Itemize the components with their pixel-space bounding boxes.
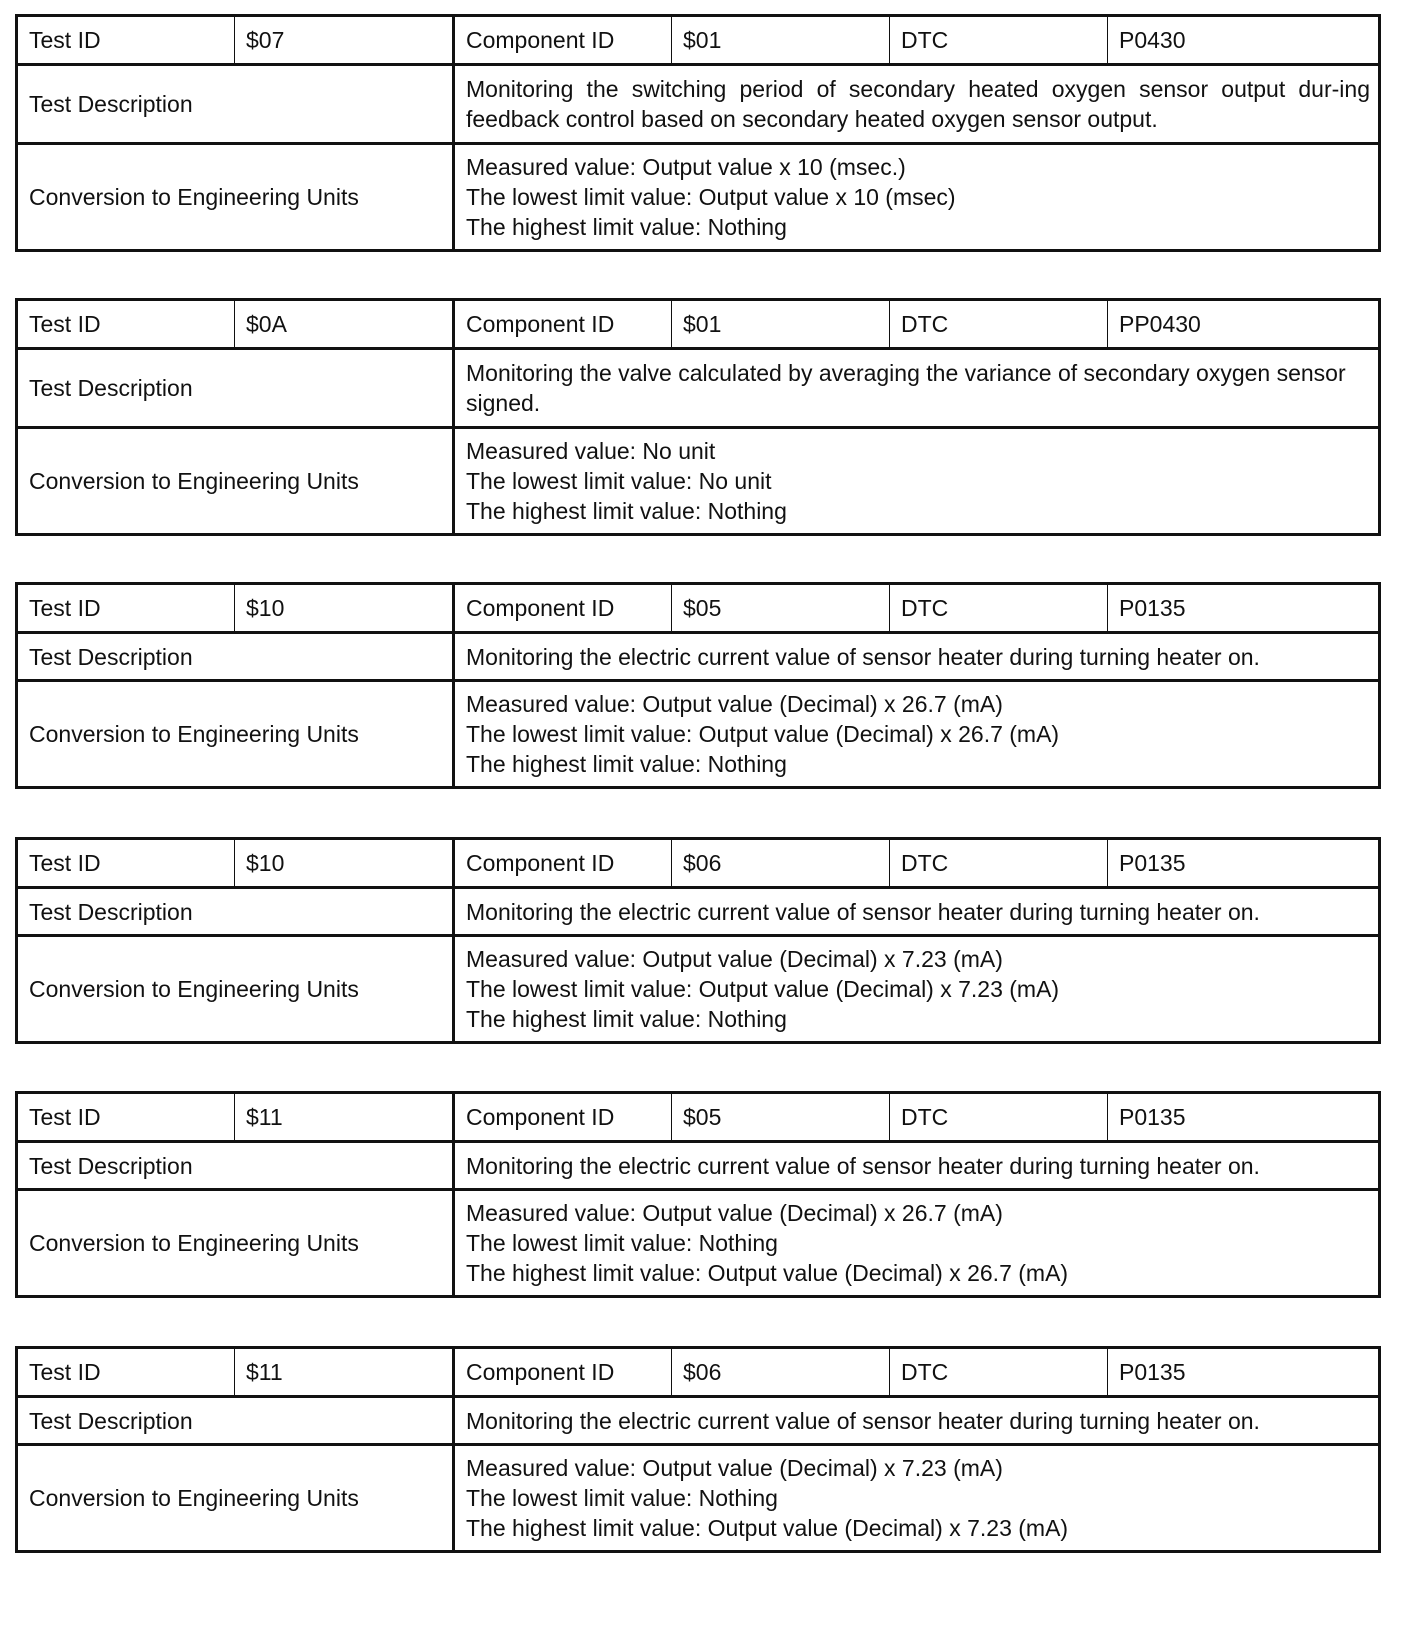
test-description-label: Test Description — [17, 65, 454, 144]
component-id-value: $05 — [672, 584, 890, 633]
dtc-label: DTC — [890, 839, 1108, 888]
test-description-value: Monitoring the electric current value of sensor heater during turning heater on. — [454, 1397, 1380, 1445]
dtc-value: P0135 — [1108, 1093, 1380, 1142]
test-id-label: Test ID — [17, 1093, 235, 1142]
test-id-label: Test ID — [17, 16, 235, 65]
conversion-label: Conversion to Engineering Units — [17, 1190, 454, 1297]
test-description-value: Monitoring the electric current value of sensor heater during turning heater on. — [454, 633, 1380, 681]
lowest-limit-line: The lowest limit value: Nothing — [466, 1485, 778, 1511]
test-id-label: Test ID — [17, 1348, 235, 1397]
lowest-limit-line: The lowest limit value: Output value x 10 (msec) — [466, 184, 956, 210]
test-table — [15, 1346, 1381, 1553]
component-id-label: Component ID — [454, 300, 672, 349]
component-id-label: Component ID — [454, 584, 672, 633]
lowest-limit-line: The lowest limit value: Nothing — [466, 1230, 778, 1256]
test-id-label: Test ID — [17, 584, 235, 633]
highest-limit-line: The highest limit value: Output value (Decimal) x 7.23 (mA) — [466, 1515, 1069, 1541]
conversion-label: Conversion to Engineering Units — [17, 936, 454, 1043]
dtc-label: DTC — [890, 300, 1108, 349]
component-id-label: Component ID — [454, 839, 672, 888]
dtc-label: DTC — [890, 1348, 1108, 1397]
conversion-value — [454, 681, 1380, 788]
test-description-value: Monitoring the switching period of secondary heated oxygen sensor output dur-ing feedback control based on secondary heated oxygen sensor output. — [454, 65, 1380, 144]
lowest-limit-line: The lowest limit value: No unit — [466, 468, 772, 494]
measured-value-line: Measured value: Output value (Decimal) x 7.23 (mA) — [466, 1455, 1003, 1481]
test-id-label: Test ID — [17, 300, 235, 349]
measured-value-line: Measured value: Output value (Decimal) x 7.23 (mA) — [466, 946, 1003, 972]
dtc-value: P0430 — [1108, 16, 1380, 65]
test-description-value: Monitoring the electric current value of sensor heater during turning heater on. — [454, 1142, 1380, 1190]
component-id-value: $06 — [672, 1348, 890, 1397]
lowest-limit-line: The lowest limit value: Output value (Decimal) x 26.7 (mA) — [466, 721, 1060, 747]
conversion-label: Conversion to Engineering Units — [17, 144, 454, 251]
dtc-label: DTC — [890, 584, 1108, 633]
component-id-label: Component ID — [454, 1348, 672, 1397]
measured-value-line: Measured value: Output value x 10 (msec.) — [466, 154, 906, 180]
highest-limit-line: The highest limit value: Nothing — [466, 498, 787, 524]
test-description-value: Monitoring the electric current value of sensor heater during turning heater on. — [454, 888, 1380, 936]
highest-limit-line: The highest limit value: Nothing — [466, 1006, 787, 1032]
component-id-label: Component ID — [454, 1093, 672, 1142]
dtc-label: DTC — [890, 16, 1108, 65]
conversion-label: Conversion to Engineering Units — [17, 681, 454, 788]
dtc-value: P0135 — [1108, 1348, 1380, 1397]
conversion-value — [454, 428, 1380, 535]
test-id-value: $10 — [235, 839, 454, 888]
test-description-label: Test Description — [17, 1142, 454, 1190]
component-id-label: Component ID — [454, 16, 672, 65]
highest-limit-line: The highest limit value: Output value (Decimal) x 26.7 (mA) — [466, 1260, 1069, 1286]
component-id-value: $01 — [672, 300, 890, 349]
dtc-value: P0135 — [1108, 584, 1380, 633]
conversion-value — [454, 1445, 1380, 1552]
test-id-value: $0A — [235, 300, 454, 349]
conversion-label: Conversion to Engineering Units — [17, 1445, 454, 1552]
conversion-value — [454, 1190, 1380, 1297]
test-description-value: Monitoring the valve calculated by averaging the variance of secondary oxygen sensor signed. — [454, 349, 1380, 428]
conversion-value — [454, 144, 1380, 251]
test-description-label: Test Description — [17, 349, 454, 428]
component-id-value: $05 — [672, 1093, 890, 1142]
test-id-value: $11 — [235, 1348, 454, 1397]
test-id-label: Test ID — [17, 839, 235, 888]
test-table — [15, 582, 1381, 789]
dtc-label: DTC — [890, 1093, 1108, 1142]
lowest-limit-line: The lowest limit value: Output value (Decimal) x 7.23 (mA) — [466, 976, 1060, 1002]
test-id-value: $10 — [235, 584, 454, 633]
measured-value-line: Measured value: Output value (Decimal) x 26.7 (mA) — [466, 691, 1003, 717]
highest-limit-line: The highest limit value: Nothing — [466, 214, 787, 240]
test-description-label: Test Description — [17, 888, 454, 936]
test-description-label: Test Description — [17, 1397, 454, 1445]
conversion-label: Conversion to Engineering Units — [17, 428, 454, 535]
test-table — [15, 14, 1381, 252]
dtc-value: PP0430 — [1108, 300, 1380, 349]
test-id-value: $11 — [235, 1093, 454, 1142]
measured-value-line: Measured value: No unit — [466, 438, 716, 464]
test-table — [15, 298, 1381, 536]
dtc-value: P0135 — [1108, 839, 1380, 888]
test-table — [15, 837, 1381, 1044]
test-id-value: $07 — [235, 16, 454, 65]
test-description-label: Test Description — [17, 633, 454, 681]
measured-value-line: Measured value: Output value (Decimal) x 26.7 (mA) — [466, 1200, 1003, 1226]
component-id-value: $06 — [672, 839, 890, 888]
conversion-value — [454, 936, 1380, 1043]
component-id-value: $01 — [672, 16, 890, 65]
highest-limit-line: The highest limit value: Nothing — [466, 751, 787, 777]
test-table — [15, 1091, 1381, 1298]
